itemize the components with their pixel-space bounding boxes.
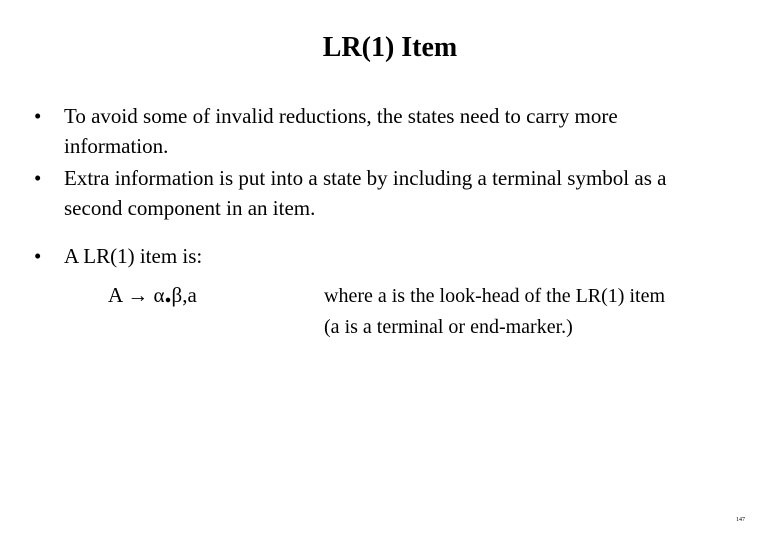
formula-dot: . <box>164 278 172 309</box>
formula-tail: ,a <box>182 283 197 307</box>
formula-beta: β <box>171 283 183 307</box>
explanation-var: a <box>330 316 340 338</box>
slide-title: LR(1) Item <box>322 32 458 63</box>
formula-arrow: → <box>127 283 149 307</box>
explanation-var: a <box>377 285 387 307</box>
bullet-text <box>64 163 780 223</box>
explanation-text: where <box>324 285 378 307</box>
bullet-line: Extra information is put into a state by including a terminal symbol as a <box>64 166 667 190</box>
explanation-text: is a terminal or end-marker.) <box>339 316 573 338</box>
bullet-marker: • <box>34 104 42 128</box>
formula-alpha: α <box>153 283 165 307</box>
formula-lhs: A <box>108 283 123 307</box>
bullet-text <box>64 101 780 161</box>
bullet-marker: • <box>34 244 42 268</box>
explanation-text: is the look-head of the LR(1) item <box>386 285 666 307</box>
bullet-text <box>64 241 780 271</box>
explanation-line <box>324 281 665 312</box>
bullet-line: second component in an item. <box>64 196 316 220</box>
explanation-text: ( <box>324 316 331 338</box>
explanation-line <box>324 312 665 343</box>
page-number: 147 <box>736 517 745 523</box>
bullet-marker: • <box>34 166 42 190</box>
formula-explanation <box>324 281 665 343</box>
bullet-line: information. <box>64 134 169 158</box>
lr1-item-formula <box>108 280 197 310</box>
bullet-line: A LR(1) item is: <box>64 244 203 268</box>
bullet-line: To avoid some of invalid reductions, the states need to carry more <box>64 104 618 128</box>
